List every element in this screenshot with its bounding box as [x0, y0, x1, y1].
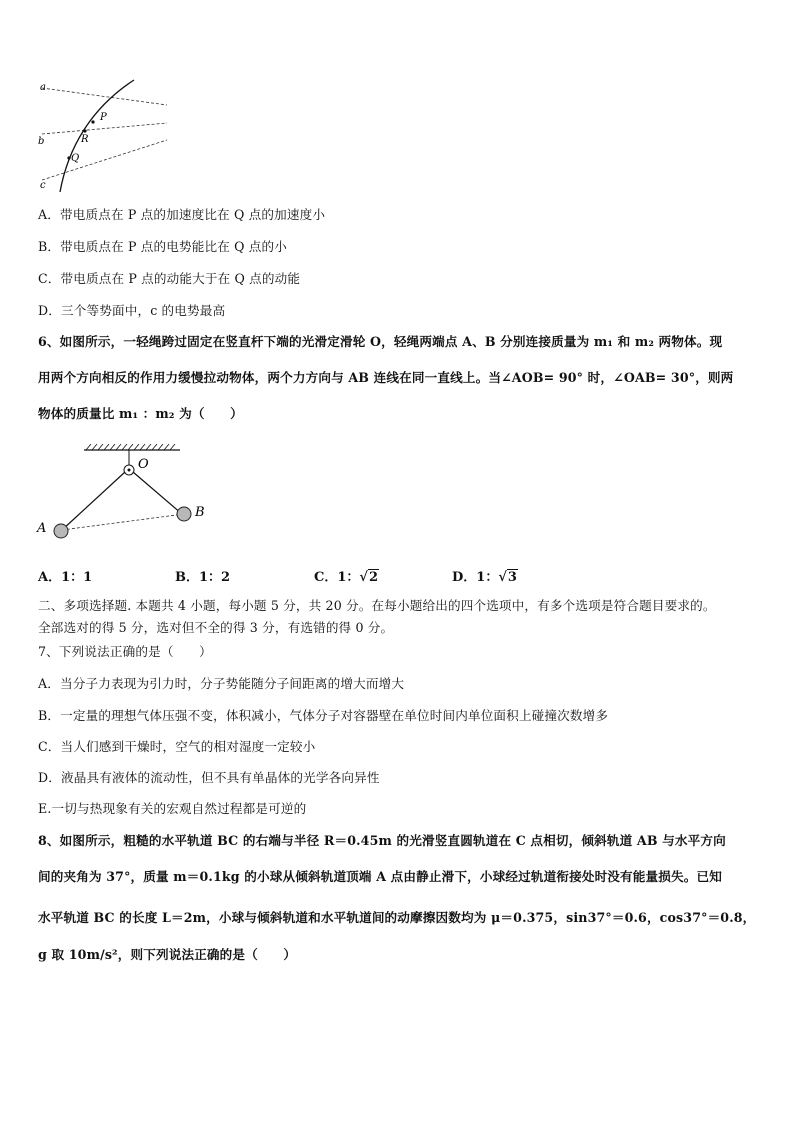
q6-option-b: B．1：2 — [175, 570, 231, 585]
q6-option-c — [314, 566, 379, 585]
q7-option-d: D．液晶具有液体的流动性，但不具有单晶体的光学各向异性 — [38, 770, 380, 785]
equipotential-line-c — [42, 140, 167, 180]
q5-option-b: B．带电质点在 P 点的电势能比在 Q 点的小 — [38, 239, 288, 254]
sqrt-icon: √ — [359, 570, 368, 585]
ceiling-hatch — [86, 444, 175, 450]
q8-stem-line-1: 8、如图所示，粗糙的水平轨道 BC 的右端与半径 R＝0.45m 的光滑竖直圆轨道在 C 点相切，倾斜轨道 AB 与水平方向 — [38, 833, 726, 848]
label-a: a — [40, 82, 46, 93]
q6-option-d-radicand: 3 — [507, 570, 517, 585]
q5-option-d: D．三个等势面中，c 的电势最高 — [38, 303, 226, 318]
q6-option-a: A．1：1 — [38, 570, 93, 585]
q5-option-a: A．带电质点在 P 点的加速度比在 Q 点的加速度小 — [38, 207, 326, 222]
q6-stem-line-1: 6、如图所示，一轻绳跨过固定在竖直杆下端的光滑定滑轮 O，轻绳两端点 A、B 分别连接质量为 m₁ 和 m₂ 两物体。现 — [38, 334, 723, 349]
q7-option-e: E.一切与热现象有关的宏观自然过程都是可逆的 — [38, 801, 307, 816]
q6-stem-line-3: 物体的质量比 m₁ ：m₂ 为（ ） — [38, 406, 243, 421]
section2-line-1: 二、多项选择题. 本题共 4 小题，每小题 5 分，共 20 分。在每小题给出的四个选项中，有多个选项是符合题目要求的。 — [38, 598, 716, 613]
q8-stem-line-2: 间的夹角为 37°，质量 m＝0.1kg 的小球从倾斜轨道顶端 A 点由静止滑下，小球经过轨道衔接处时没有能量损失。已知 — [38, 869, 723, 884]
point-r-dot — [83, 129, 86, 132]
label-o: O — [138, 457, 149, 472]
sqrt-icon: √ — [498, 570, 507, 585]
label-b: b — [38, 136, 45, 147]
equipotential-figure — [36, 78, 176, 194]
q6-option-d — [452, 566, 518, 585]
label-b-point: B — [195, 505, 205, 520]
q6-option-c-prefix: C．1： — [314, 570, 360, 585]
label-p: P — [100, 112, 107, 123]
label-q: Q — [71, 153, 80, 164]
q6-stem-line-2: 用两个方向相反的作用力缓慢拉动物体，两个力方向与 AB 连线在同一直线上。当∠AOB= 90° 时，∠OAB= 30°，则两 — [38, 370, 734, 385]
mass-a — [54, 524, 68, 538]
point-p-dot — [91, 120, 94, 123]
q6-options — [38, 566, 758, 586]
q5-option-c: C．带电质点在 P 点的动能大于在 Q 点的动能 — [38, 271, 301, 286]
pulley-axle — [128, 469, 131, 472]
section2-line-2: 全部选对的得 5 分，选对但不全的得 3 分，有选错的得 0 分。 — [38, 620, 394, 635]
q6-option-d-prefix: D．1： — [452, 570, 499, 585]
q6-option-c-radicand: 2 — [368, 570, 378, 585]
trajectory-curve — [60, 80, 134, 192]
q7-option-b: B．一定量的理想气体压强不变，体积减小，气体分子对容器壁在单位时间内单位面积上碰撞次数增多 — [38, 708, 609, 723]
rope-ob — [133, 472, 182, 514]
q8-stem-line-4: g 取 10m/s²，则下列说法正确的是（ ） — [38, 947, 297, 962]
pulley-figure — [34, 444, 214, 544]
label-r: R — [81, 134, 89, 145]
label-a-point: A — [37, 521, 47, 536]
mass-b — [177, 507, 191, 521]
q7-option-a: A．当分子力表现为引力时，分子势能随分子间距离的增大而增大 — [38, 676, 405, 691]
label-c: c — [40, 180, 46, 191]
equipotential-line-a — [42, 88, 167, 105]
line-ab — [62, 514, 184, 530]
q8-stem-line-3: 水平轨道 BC 的长度 L＝2m，小球与倾斜轨道和水平轨道间的动摩擦因数均为 μ＝0.375，sin37°＝0.6，cos37°＝0.8， — [38, 910, 756, 925]
rope-oa — [62, 472, 125, 530]
q7-option-c: C．当人们感到干燥时，空气的相对湿度一定较小 — [38, 739, 316, 754]
q7-stem: 7、下列说法正确的是（ ） — [38, 644, 212, 659]
equipotential-line-b — [42, 123, 167, 134]
